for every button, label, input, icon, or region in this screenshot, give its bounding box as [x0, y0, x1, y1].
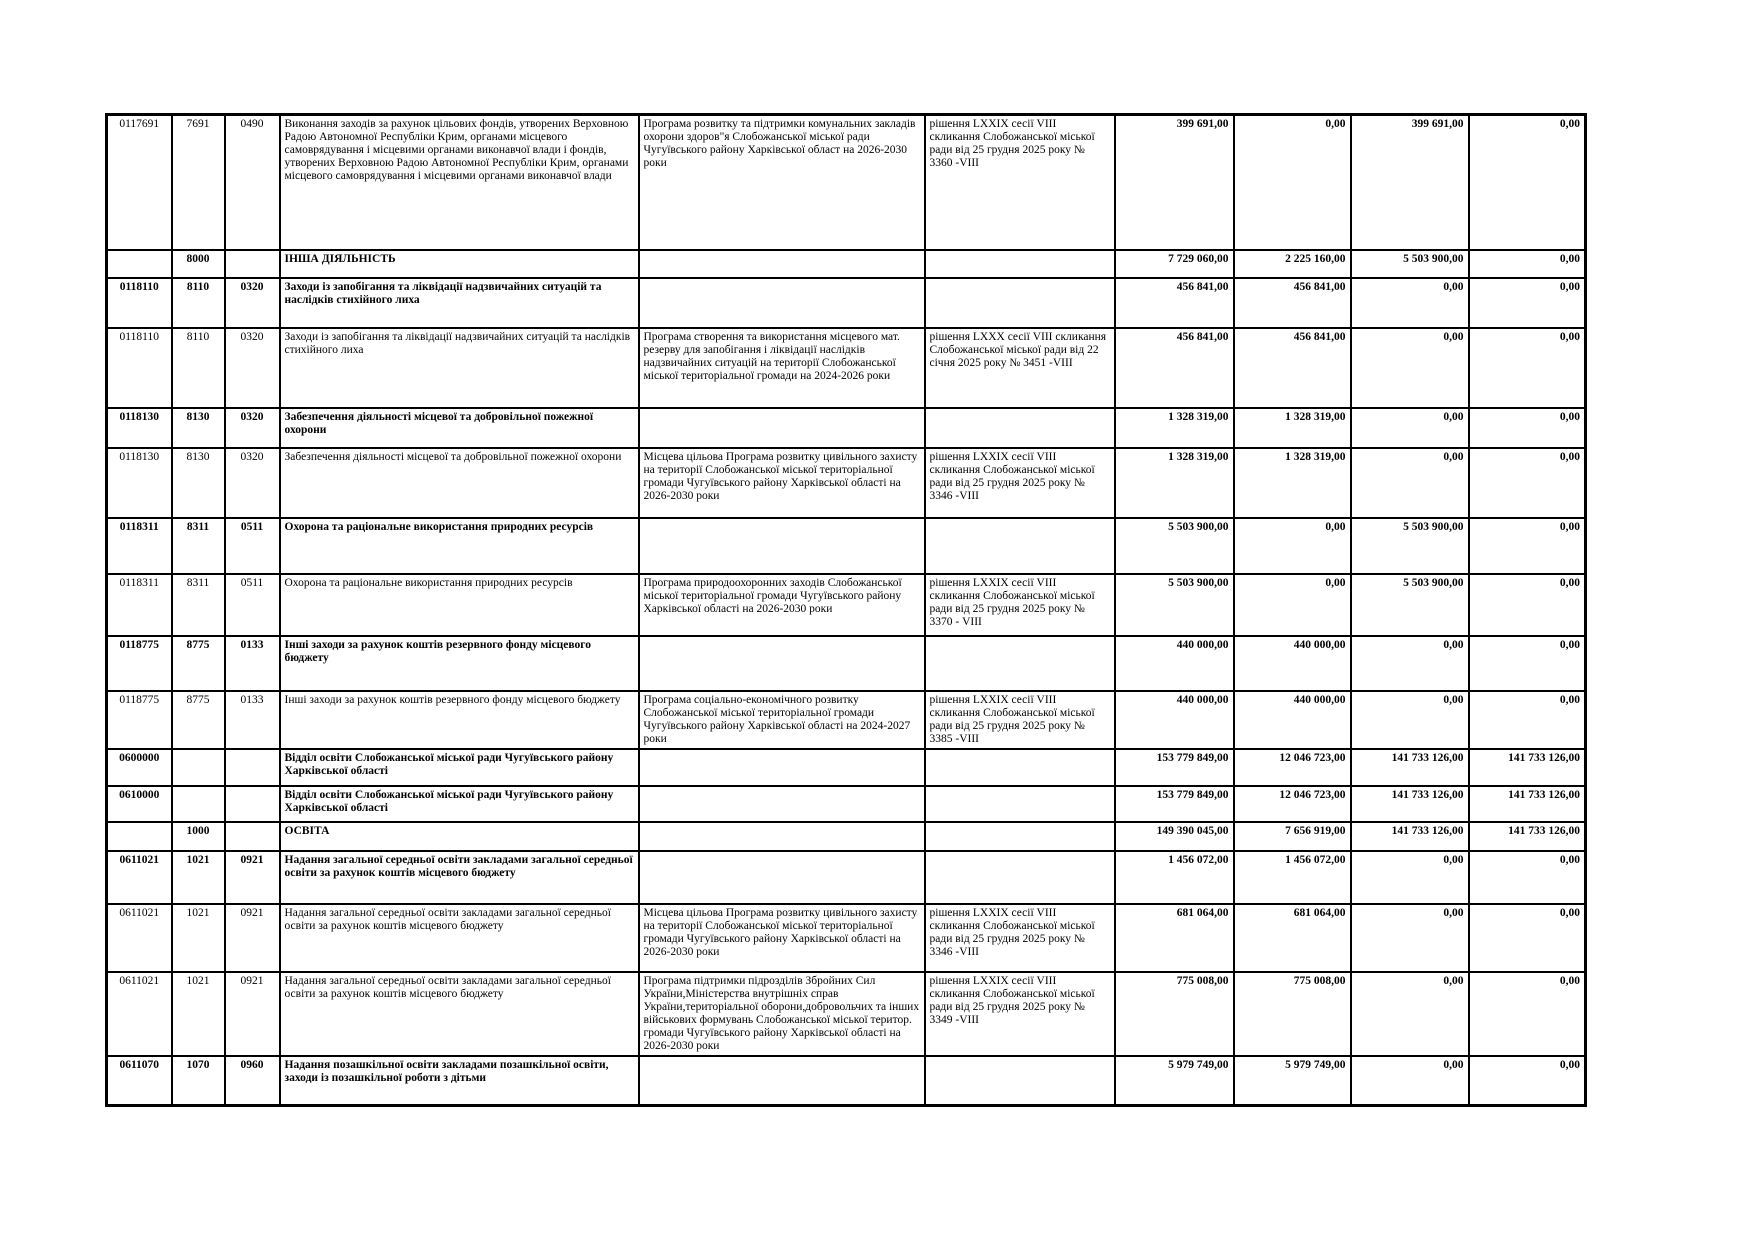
cell-general-fund-amount: 0,00 [1234, 574, 1351, 636]
cell-total-amount: 1 328 319,00 [1115, 448, 1234, 518]
summary-row [107, 250, 1586, 278]
cell-council-decision: рішення LXXIX сесії VIII скликання Слобожанської міської ради від 25 грудня 2025 року № 3385 -VIII [925, 691, 1115, 749]
detail-row [107, 574, 1586, 636]
cell-development-budget-amount: 0,00 [1469, 904, 1586, 972]
cell-council-decision: рішення LXXIX сесії VIII скликання Слобожанської міської ради від 25 грудня 2025 року № 3370 - VIII [925, 574, 1115, 636]
cell-total-amount: 440 000,00 [1115, 636, 1234, 691]
cell-total-amount: 149 390 045,00 [1115, 822, 1234, 851]
cell-program-code: 0118130 [107, 448, 172, 518]
cell-council-decision [925, 1056, 1115, 1106]
cell-local-program-name [639, 408, 925, 448]
cell-council-decision [925, 822, 1115, 851]
cell-general-fund-amount: 681 064,00 [1234, 904, 1351, 972]
cell-function-code: 0490 [225, 115, 280, 250]
cell-typology-code: 1021 [172, 851, 225, 904]
summary-row [107, 749, 1586, 786]
cell-total-amount: 153 779 849,00 [1115, 786, 1234, 822]
cell-local-program-name [639, 749, 925, 786]
cell-council-decision [925, 250, 1115, 278]
cell-program-code: 0611021 [107, 904, 172, 972]
summary-row [107, 1056, 1586, 1106]
cell-local-program-name [639, 822, 925, 851]
cell-typology-code: 1021 [172, 972, 225, 1056]
cell-function-code: 0511 [225, 518, 280, 574]
cell-general-fund-amount: 440 000,00 [1234, 636, 1351, 691]
cell-typology-code: 8775 [172, 691, 225, 749]
cell-special-fund-amount: 0,00 [1351, 851, 1469, 904]
cell-general-fund-amount: 1 328 319,00 [1234, 408, 1351, 448]
cell-program-code: 0600000 [107, 749, 172, 786]
cell-development-budget-amount: 0,00 [1469, 278, 1586, 328]
cell-special-fund-amount: 0,00 [1351, 972, 1469, 1056]
cell-expenditure-name: Інші заходи за рахунок коштів резервного фонду місцевого бюджету [280, 636, 639, 691]
cell-development-budget-amount: 0,00 [1469, 636, 1586, 691]
cell-development-budget-amount: 0,00 [1469, 408, 1586, 448]
summary-row [107, 518, 1586, 574]
cell-expenditure-name: Охорона та раціональне використання природних ресурсів [280, 518, 639, 574]
detail-row [107, 691, 1586, 749]
cell-local-program-name [639, 278, 925, 328]
cell-program-code: 0118110 [107, 328, 172, 408]
cell-development-budget-amount: 0,00 [1469, 328, 1586, 408]
cell-special-fund-amount: 0,00 [1351, 904, 1469, 972]
cell-local-program-name: Програма підтримки підрозділів Збройних Сил України,Міністерства внутрішніх справ України,територіальної оборони,добровольчих та інших військових формувань Слобожанської міської територ. громади Чугуївського району Харківської області на 2026-2030 роки [639, 972, 925, 1056]
cell-council-decision [925, 749, 1115, 786]
cell-special-fund-amount: 0,00 [1351, 636, 1469, 691]
cell-local-program-name [639, 250, 925, 278]
cell-typology-code [172, 749, 225, 786]
cell-council-decision [925, 786, 1115, 822]
cell-typology-code: 1070 [172, 1056, 225, 1106]
cell-expenditure-name: Надання позашкільної освіти закладами позашкільної освіти, заходи із позашкільної роботи з дітьми [280, 1056, 639, 1106]
cell-expenditure-name: Надання загальної середньої освіти закладами загальної середньої освіти за рахунок коштів місцевого бюджету [280, 904, 639, 972]
cell-typology-code: 8130 [172, 408, 225, 448]
cell-expenditure-name: Охорона та раціональне використання природних ресурсів [280, 574, 639, 636]
cell-function-code: 0133 [225, 636, 280, 691]
cell-expenditure-name: Відділ освіти Слобожанської міської ради Чугуївського району Харківської області [280, 749, 639, 786]
cell-special-fund-amount: 0,00 [1351, 278, 1469, 328]
cell-local-program-name: Місцева цільова Програма розвитку цивільного захисту на території Слобожанської міської територіальної громади Чугуївського району Харківської області на 2026-2030 роки [639, 904, 925, 972]
cell-total-amount: 456 841,00 [1115, 278, 1234, 328]
cell-council-decision [925, 518, 1115, 574]
cell-general-fund-amount: 12 046 723,00 [1234, 786, 1351, 822]
cell-typology-code: 8775 [172, 636, 225, 691]
cell-expenditure-name: ОСВІТА [280, 822, 639, 851]
cell-local-program-name [639, 636, 925, 691]
cell-total-amount: 775 008,00 [1115, 972, 1234, 1056]
cell-general-fund-amount: 5 979 749,00 [1234, 1056, 1351, 1106]
cell-general-fund-amount: 2 225 160,00 [1234, 250, 1351, 278]
cell-total-amount: 1 456 072,00 [1115, 851, 1234, 904]
cell-development-budget-amount: 0,00 [1469, 851, 1586, 904]
cell-expenditure-name: Забезпечення діяльності місцевої та добровільної пожежної охорони [280, 448, 639, 518]
cell-typology-code: 8000 [172, 250, 225, 278]
table-body [107, 115, 1586, 1106]
cell-special-fund-amount: 141 733 126,00 [1351, 749, 1469, 786]
cell-program-code: 0118130 [107, 408, 172, 448]
cell-council-decision: рішення LXXX сесії VIII скликання Слобожанської міської ради від 22 січня 2025 року № 3451 -VIII [925, 328, 1115, 408]
cell-local-program-name [639, 786, 925, 822]
cell-special-fund-amount: 399 691,00 [1351, 115, 1469, 250]
cell-general-fund-amount: 440 000,00 [1234, 691, 1351, 749]
cell-special-fund-amount: 0,00 [1351, 448, 1469, 518]
cell-council-decision [925, 408, 1115, 448]
cell-development-budget-amount: 0,00 [1469, 518, 1586, 574]
cell-function-code: 0320 [225, 448, 280, 518]
cell-program-code [107, 250, 172, 278]
cell-expenditure-name: Заходи із запобігання та ліквідації надзвичайних ситуацій та наслідків стихійного лиха [280, 278, 639, 328]
cell-council-decision: рішення LXXIX сесії VIII скликання Слобожанської міської ради від 25 грудня 2025 року № 3360 -VIII [925, 115, 1115, 250]
cell-expenditure-name: Виконання заходів за рахунок цільових фондів, утворених Верховною Радою Автономної Республіки Крим, органами місцевого самоврядування і місцевими органами виконавчої влади і фондів, утворених Верховною Радою Автономної Республіки Крим, органами місцевого самоврядування і місцевими органами виконавчої влади [280, 115, 639, 250]
cell-special-fund-amount: 0,00 [1351, 328, 1469, 408]
cell-total-amount: 456 841,00 [1115, 328, 1234, 408]
cell-development-budget-amount: 0,00 [1469, 448, 1586, 518]
cell-typology-code: 8311 [172, 574, 225, 636]
cell-local-program-name: Програма природоохоронних заходів Слобожанської міської територіальної громади Чугуївського району Харківської області на 2026-2030 роки [639, 574, 925, 636]
cell-total-amount: 5 503 900,00 [1115, 518, 1234, 574]
cell-council-decision [925, 278, 1115, 328]
cell-expenditure-name: Надання загальної середньої освіти закладами загальної середньої освіти за рахунок коштів місцевого бюджету [280, 851, 639, 904]
cell-total-amount: 681 064,00 [1115, 904, 1234, 972]
summary-row [107, 408, 1586, 448]
summary-row [107, 278, 1586, 328]
cell-general-fund-amount: 456 841,00 [1234, 278, 1351, 328]
cell-program-code: 0611021 [107, 851, 172, 904]
cell-typology-code: 7691 [172, 115, 225, 250]
cell-development-budget-amount: 0,00 [1469, 250, 1586, 278]
cell-program-code: 0118775 [107, 636, 172, 691]
cell-function-code: 0511 [225, 574, 280, 636]
cell-function-code: 0921 [225, 851, 280, 904]
cell-function-code: 0133 [225, 691, 280, 749]
cell-general-fund-amount: 1 328 319,00 [1234, 448, 1351, 518]
cell-program-code: 0118311 [107, 574, 172, 636]
cell-general-fund-amount: 456 841,00 [1234, 328, 1351, 408]
cell-total-amount: 7 729 060,00 [1115, 250, 1234, 278]
cell-council-decision: рішення LXXIX сесії VIII скликання Слобожанської міської ради від 25 грудня 2025 року № 3346 -VIII [925, 904, 1115, 972]
cell-function-code [225, 822, 280, 851]
cell-total-amount: 5 979 749,00 [1115, 1056, 1234, 1106]
cell-development-budget-amount: 141 733 126,00 [1469, 786, 1586, 822]
cell-expenditure-name: Заходи із запобігання та ліквідації надзвичайних ситуацій та наслідків стихійного лиха [280, 328, 639, 408]
cell-council-decision [925, 851, 1115, 904]
summary-row [107, 822, 1586, 851]
cell-council-decision: рішення LXXIX сесії VIII скликання Слобожанської міської ради від 25 грудня 2025 року № 3349 -VIII [925, 972, 1115, 1056]
cell-expenditure-name: Відділ освіти Слобожанської міської ради Чугуївського району Харківської області [280, 786, 639, 822]
cell-special-fund-amount: 141 733 126,00 [1351, 822, 1469, 851]
cell-program-code: 0118110 [107, 278, 172, 328]
cell-special-fund-amount: 141 733 126,00 [1351, 786, 1469, 822]
cell-function-code: 0320 [225, 278, 280, 328]
detail-row [107, 448, 1586, 518]
cell-expenditure-name: ІНША ДІЯЛЬНІСТЬ [280, 250, 639, 278]
cell-general-fund-amount: 7 656 919,00 [1234, 822, 1351, 851]
cell-function-code [225, 786, 280, 822]
cell-general-fund-amount: 775 008,00 [1234, 972, 1351, 1056]
cell-function-code: 0921 [225, 904, 280, 972]
cell-local-program-name: Місцева цільова Програма розвитку цивільного захисту на території Слобожанської міської територіальної громади Чугуївського району Харківської області на 2026-2030 роки [639, 448, 925, 518]
cell-local-program-name: Програма створення та використання місцевого мат. резерву для запобігання і ліквідації наслідків надзвичайних ситуацій на території Слобожанської міської територіальної громади на 2024-2026 роки [639, 328, 925, 408]
cell-development-budget-amount: 141 733 126,00 [1469, 822, 1586, 851]
cell-typology-code: 8110 [172, 278, 225, 328]
cell-development-budget-amount: 0,00 [1469, 115, 1586, 250]
cell-local-program-name: Програма соціально-економічного розвитку Слобожанської міської територіальної громади Чугуївського району Харківської області на 2024-2027 роки [639, 691, 925, 749]
cell-special-fund-amount: 5 503 900,00 [1351, 250, 1469, 278]
summary-row [107, 786, 1586, 822]
cell-function-code [225, 749, 280, 786]
cell-function-code: 0320 [225, 328, 280, 408]
cell-general-fund-amount: 1 456 072,00 [1234, 851, 1351, 904]
cell-council-decision [925, 636, 1115, 691]
cell-expenditure-name: Інші заходи за рахунок коштів резервного фонду місцевого бюджету [280, 691, 639, 749]
detail-row [107, 115, 1586, 250]
cell-typology-code [172, 786, 225, 822]
summary-row [107, 851, 1586, 904]
cell-special-fund-amount: 5 503 900,00 [1351, 574, 1469, 636]
cell-local-program-name: Програма розвитку та підтримки комунальних закладів охорони здоров"я Слобожанської міської ради Чугуївського району Харківської област на 2026-2030 роки [639, 115, 925, 250]
cell-program-code: 0117691 [107, 115, 172, 250]
cell-typology-code: 8130 [172, 448, 225, 518]
cell-development-budget-amount: 0,00 [1469, 972, 1586, 1056]
budget-table [105, 113, 1587, 1107]
cell-general-fund-amount: 0,00 [1234, 115, 1351, 250]
cell-special-fund-amount: 0,00 [1351, 1056, 1469, 1106]
cell-total-amount: 1 328 319,00 [1115, 408, 1234, 448]
cell-development-budget-amount: 141 733 126,00 [1469, 749, 1586, 786]
cell-program-code: 0118775 [107, 691, 172, 749]
cell-council-decision: рішення LXXIX сесії VIII скликання Слобожанської міської ради від 25 грудня 2025 року № 3346 -VIII [925, 448, 1115, 518]
cell-local-program-name [639, 851, 925, 904]
cell-typology-code: 1000 [172, 822, 225, 851]
cell-typology-code: 8311 [172, 518, 225, 574]
detail-row [107, 904, 1586, 972]
cell-special-fund-amount: 5 503 900,00 [1351, 518, 1469, 574]
cell-total-amount: 399 691,00 [1115, 115, 1234, 250]
cell-expenditure-name: Надання загальної середньої освіти закладами загальної середньої освіти за рахунок коштів місцевого бюджету [280, 972, 639, 1056]
cell-typology-code: 1021 [172, 904, 225, 972]
summary-row [107, 636, 1586, 691]
detail-row [107, 972, 1586, 1056]
cell-function-code: 0960 [225, 1056, 280, 1106]
cell-local-program-name [639, 518, 925, 574]
cell-total-amount: 153 779 849,00 [1115, 749, 1234, 786]
cell-program-code [107, 822, 172, 851]
cell-development-budget-amount: 0,00 [1469, 574, 1586, 636]
cell-function-code: 0921 [225, 972, 280, 1056]
cell-local-program-name [639, 1056, 925, 1106]
cell-typology-code: 8110 [172, 328, 225, 408]
cell-function-code [225, 250, 280, 278]
cell-general-fund-amount: 0,00 [1234, 518, 1351, 574]
cell-total-amount: 5 503 900,00 [1115, 574, 1234, 636]
cell-special-fund-amount: 0,00 [1351, 691, 1469, 749]
cell-program-code: 0118311 [107, 518, 172, 574]
cell-total-amount: 440 000,00 [1115, 691, 1234, 749]
cell-program-code: 0610000 [107, 786, 172, 822]
detail-row [107, 328, 1586, 408]
cell-special-fund-amount: 0,00 [1351, 408, 1469, 448]
cell-program-code: 0611021 [107, 972, 172, 1056]
cell-program-code: 0611070 [107, 1056, 172, 1106]
cell-expenditure-name: Забезпечення діяльності місцевої та добровільної пожежної охорони [280, 408, 639, 448]
cell-general-fund-amount: 12 046 723,00 [1234, 749, 1351, 786]
cell-development-budget-amount: 0,00 [1469, 1056, 1586, 1106]
cell-function-code: 0320 [225, 408, 280, 448]
cell-development-budget-amount: 0,00 [1469, 691, 1586, 749]
